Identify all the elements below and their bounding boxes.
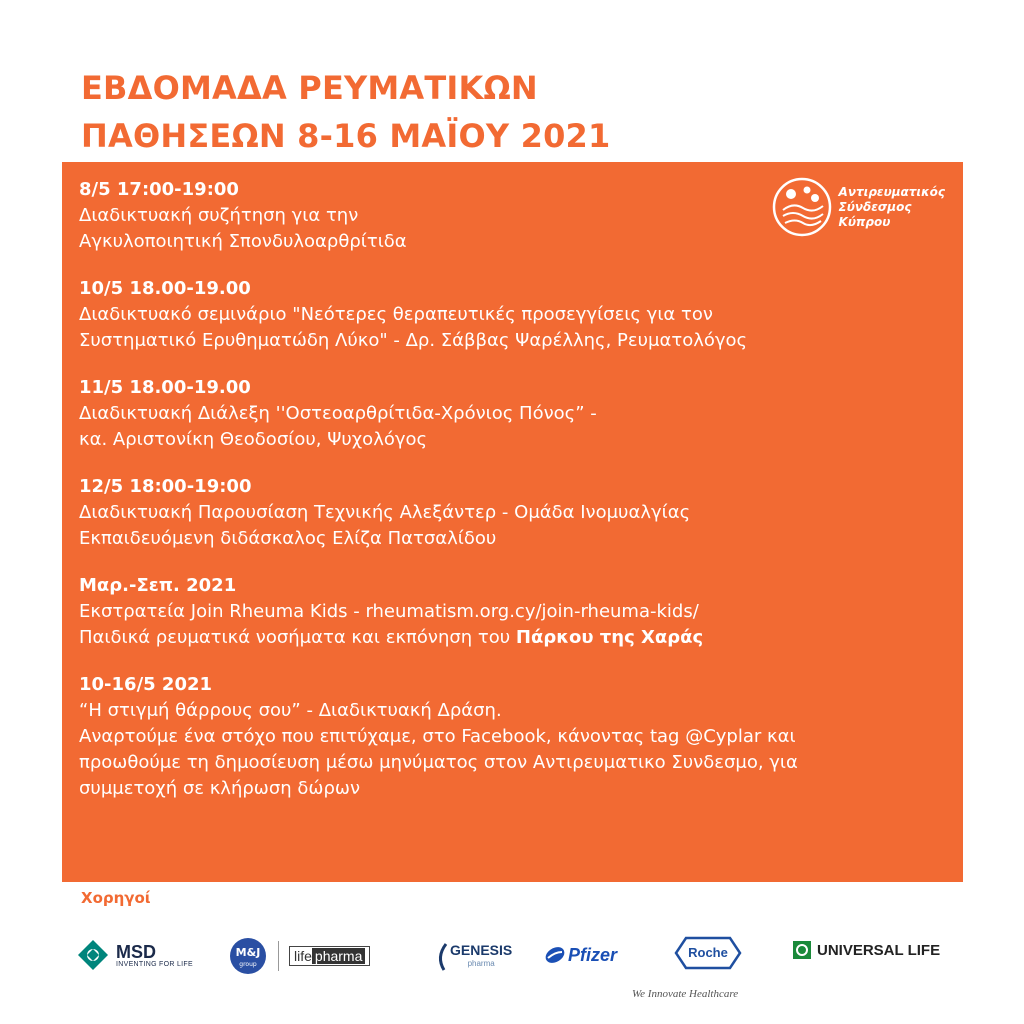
- event-date: 8/5 17:00-19:00: [79, 179, 239, 200]
- genesis-swoosh-icon: [434, 942, 448, 972]
- event-item: [79, 276, 939, 354]
- event-date: 10-16/5 2021: [79, 674, 213, 695]
- genesis-logo: [434, 942, 512, 972]
- lifepharma-part-2: pharma: [312, 948, 365, 964]
- roche-logo: [674, 936, 742, 970]
- organization-name-line-3: Κύπρου: [838, 214, 891, 229]
- genesis-sub: pharma: [467, 959, 495, 968]
- event-item: [79, 177, 939, 255]
- event-item: [79, 573, 939, 651]
- pfizer-logo: [544, 944, 617, 966]
- event-line: Εκπαιδευόμενη διδάσκαλος Ελίζα Πατσαλίδου: [79, 528, 497, 549]
- roche-name: Roche: [688, 945, 728, 960]
- genesis-name: GENESIS: [450, 942, 513, 958]
- event-line: κα. Αριστονίκη Θεοδοσίου, Ψυχολόγος: [79, 429, 428, 450]
- event-line: Διαδικτυακή συζήτηση για την: [79, 205, 359, 226]
- universal-life-name: UNIVERSAL LIFE: [817, 941, 941, 959]
- event-item: [79, 375, 939, 453]
- title-line-1: ΕΒΔΟΜΑΔΑ ΡΕΥΜΑΤΙΚΩΝ: [81, 69, 538, 107]
- roche-tagline: We Innovate Healthcare: [632, 988, 739, 1000]
- lifepharma-part-1: life: [294, 948, 312, 964]
- events-list: [79, 177, 939, 823]
- event-item: [79, 474, 939, 552]
- organization-name-line-2: Σύνδεσμος: [838, 199, 912, 214]
- event-line: Διαδικτυακή Διάλεξη ''Οστεοαρθρίτιδα-Χρόνιος Πόνος” -: [79, 403, 597, 424]
- mj-group-sub: group: [239, 961, 257, 968]
- msd-name: MSD: [116, 941, 156, 962]
- organization-name-line-1: Αντιρευματικός: [838, 184, 945, 199]
- msd-emblem-icon: [76, 938, 110, 972]
- pfizer-name: Pfizer: [568, 944, 618, 965]
- msd-tagline: INVENTING FOR LIFE: [116, 960, 193, 968]
- event-line: Διαδικτυακό σεμινάριο "Νεότερες θεραπευτικές προσεγγίσεις για τον: [79, 304, 713, 325]
- event-line: συμμετοχή σε κλήρωση δώρων: [79, 778, 361, 799]
- sponsors-label: Χορηγοί: [81, 889, 151, 907]
- park-of-joy-highlight: Πάρκου της Χαράς: [515, 627, 704, 648]
- universal-life-logo: [792, 940, 940, 960]
- lifepharma-logo: [289, 946, 370, 966]
- event-line: [79, 625, 939, 651]
- mj-group-logo: [228, 936, 370, 976]
- event-date: 11/5 18.00-19.00: [79, 377, 251, 398]
- event-line: Εκστρατεία Join Rheuma Kids - rheumatism.org.cy/join-rheuma-kids/: [79, 601, 699, 622]
- mj-group-mark: M&J: [235, 946, 261, 959]
- title-line-2: ΠΑΘΗΣΕΩΝ 8-16 ΜΑΪΟΥ 2021: [81, 117, 611, 155]
- event-line: “Η στιγμή θάρρους σου” - Διαδικτυακή Δράση.: [79, 700, 502, 721]
- page-title: [81, 64, 611, 160]
- event-line: Συστηματικό Ερυθηματώδη Λύκο" - Δρ. Σάββας Ψαρέλλης, Ρευματολόγος: [79, 330, 748, 351]
- event-date: 12/5 18:00-19:00: [79, 476, 252, 497]
- events-panel: [62, 162, 963, 882]
- msd-logo: [76, 938, 193, 972]
- event-line-text: Παιδικά ρευματικά νοσήματα και εκπόνηση του: [79, 627, 516, 648]
- event-line: Διαδικτυακή Παρουσίαση Τεχνικής Αλεξάντερ - Ομάδα Ινομυαλγίας: [79, 502, 691, 523]
- event-line: Αγκυλοποιητική Σπονδυλοαρθρίτιδα: [79, 231, 407, 252]
- event-date: Μαρ.-Σεπ. 2021: [79, 575, 237, 596]
- event-date: 10/5 18.00-19.00: [79, 278, 251, 299]
- event-line: προωθούμε τη δημοσίευση μέσω μηνύματος στον Αντιρευματικο Συνδεσμο, για: [79, 752, 798, 773]
- event-item: [79, 672, 939, 802]
- divider: [278, 941, 279, 971]
- universal-life-emblem-icon: [792, 940, 812, 960]
- pfizer-pill-icon: [544, 944, 566, 966]
- event-line: Αναρτούμε ένα στόχο που επιτύχαμε, στο Facebook, κάνοντας tag @Cyplar και: [79, 726, 796, 747]
